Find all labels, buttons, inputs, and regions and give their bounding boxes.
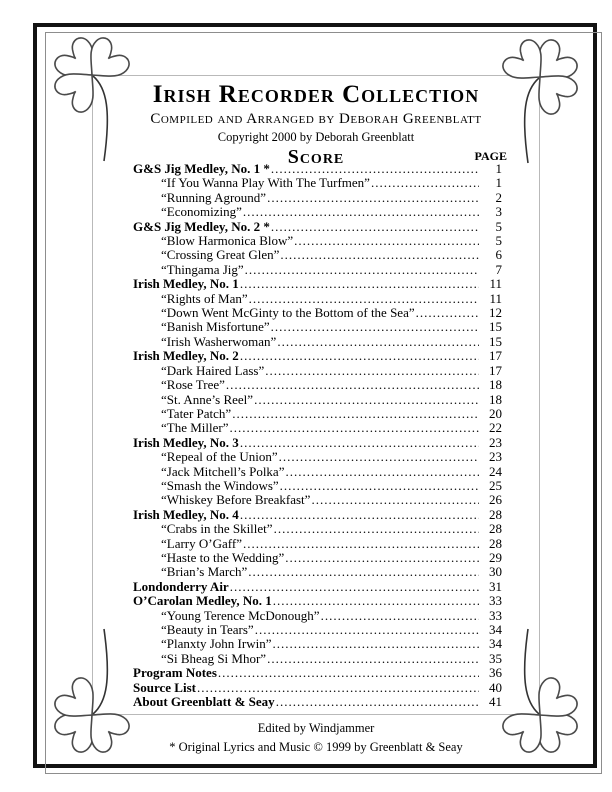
toc-entry-title: “Repeal of the Union” <box>161 449 278 465</box>
leader-dots <box>230 421 480 435</box>
toc-content <box>92 75 540 710</box>
leader-dots <box>277 335 479 349</box>
toc-entry-page: 18 <box>489 391 502 407</box>
toc-entry <box>92 493 540 507</box>
leader-dots <box>218 666 479 680</box>
leader-dots <box>274 522 479 536</box>
toc-entry <box>92 364 540 378</box>
toc-entry-page: 23 <box>489 434 502 450</box>
toc-entry-title: “If You Wanna Play With The Turfmen” <box>161 175 370 191</box>
leader-dots <box>371 176 479 190</box>
leader-dots <box>285 551 479 565</box>
toc-entry-title: G&S Jig Medley, No. 2 * <box>133 218 270 234</box>
toc-entry-title: O’Carolan Medley, No. 1 <box>133 593 272 609</box>
toc-entry-title: “Si Bheag Si Mhor” <box>161 650 267 666</box>
toc-entry-page: 11 <box>489 276 502 292</box>
toc-entry <box>92 407 540 421</box>
score-heading: Score <box>287 146 345 169</box>
toc-entry <box>92 378 540 392</box>
toc-entry-page: 33 <box>489 593 502 609</box>
toc-entry <box>92 537 540 551</box>
toc-entry-title: “Crabs in the Skillet” <box>161 521 273 537</box>
leader-dots <box>240 508 479 522</box>
toc-entry-title: Londonderry Air <box>133 578 229 594</box>
leader-dots <box>273 594 479 608</box>
toc-entry <box>92 277 540 291</box>
toc-entry-title: “Running Aground” <box>161 189 267 205</box>
leader-dots <box>271 162 479 176</box>
toc-entry <box>92 637 540 651</box>
toc-entry <box>92 436 540 450</box>
leader-dots <box>197 681 479 695</box>
toc-entry-page: 28 <box>489 521 502 537</box>
toc-entry <box>92 551 540 565</box>
toc-list <box>92 162 540 709</box>
toc-entry <box>92 191 540 205</box>
toc-entry <box>92 421 540 435</box>
toc-entry <box>92 349 540 363</box>
toc-entry-title: Irish Medley, No. 2 <box>133 348 239 364</box>
leader-dots <box>245 263 479 277</box>
toc-entry <box>92 306 540 320</box>
copyright-line: Copyright 2000 by Deborah Greenblatt <box>217 130 415 145</box>
leader-dots <box>240 436 479 450</box>
toc-entry-title: “Jack Mitchell’s Polka” <box>161 463 285 479</box>
toc-entry-title: “Thingama Jig” <box>161 261 244 277</box>
toc-entry <box>92 292 540 306</box>
leader-dots <box>254 393 479 407</box>
toc-entry-page: 6 <box>495 247 502 263</box>
toc-entry <box>92 335 540 349</box>
toc-entry-page: 17 <box>489 348 502 364</box>
toc-entry <box>92 623 540 637</box>
leader-dots <box>267 652 479 666</box>
toc-entry-title: “The Miller” <box>161 420 229 436</box>
toc-entry-title: “Down Went McGinty to the Bottom of the Sea” <box>161 305 415 321</box>
toc-entry-page: 15 <box>489 319 502 335</box>
leader-dots <box>285 465 479 479</box>
toc-entry <box>92 508 540 522</box>
leader-dots <box>416 306 479 320</box>
toc-entry-title: “Brian’s March” <box>161 564 248 580</box>
toc-entry <box>92 205 540 219</box>
toc-entry-page: 25 <box>489 477 502 493</box>
leader-dots <box>267 191 479 205</box>
leader-dots <box>240 277 479 291</box>
toc-entry <box>92 565 540 579</box>
leader-dots <box>280 479 479 493</box>
toc-entry-page: 28 <box>489 535 502 551</box>
toc-entry <box>92 652 540 666</box>
toc-entry <box>92 594 540 608</box>
leader-dots <box>249 292 479 306</box>
toc-entry-title: “Rose Tree” <box>161 377 225 393</box>
toc-entry <box>92 479 540 493</box>
toc-entry <box>92 609 540 623</box>
toc-entry-title: Program Notes <box>133 665 217 681</box>
toc-entry-page: 29 <box>489 549 502 565</box>
leader-dots <box>265 364 479 378</box>
toc-entry-page: 33 <box>489 607 502 623</box>
leader-dots <box>255 623 479 637</box>
toc-entry-title: “Young Terence McDonough” <box>161 607 320 623</box>
toc-entry-page: 1 <box>495 161 502 176</box>
leader-dots <box>276 695 479 709</box>
toc-entry <box>92 162 540 176</box>
toc-entry-title: “Banish Misfortune” <box>161 319 270 335</box>
toc-entry-page: 15 <box>489 333 502 349</box>
leader-dots <box>271 320 479 334</box>
toc-entry-page: 17 <box>489 362 502 378</box>
toc-entry-page: 26 <box>489 492 502 508</box>
toc-entry-title: “Dark Haired Lass” <box>161 362 265 378</box>
leader-dots <box>311 493 479 507</box>
leader-dots <box>272 637 479 651</box>
toc-entry-title: “Crossing Great Glen” <box>161 247 280 263</box>
toc-entry <box>92 465 540 479</box>
toc-entry-title: “St. Anne’s Reel” <box>161 391 254 407</box>
leader-dots <box>271 220 479 234</box>
toc-entry <box>92 681 540 695</box>
leader-dots <box>280 248 479 262</box>
leader-dots <box>243 537 479 551</box>
page-column-label: PAGE <box>474 149 507 163</box>
toc-entry-page: 35 <box>489 650 502 666</box>
leader-dots <box>279 450 479 464</box>
toc-entry-title: “Tater Patch” <box>161 405 232 421</box>
toc-entry <box>92 450 540 464</box>
toc-entry-page: 40 <box>489 679 502 695</box>
toc-entry <box>92 234 540 248</box>
toc-entry-title: “Larry O’Gaff” <box>161 535 242 551</box>
page-title: Irish Recorder Collection <box>152 81 480 108</box>
toc-entry-title: “Smash the Windows” <box>161 477 279 493</box>
toc-entry-title: “Beauty in Tears” <box>161 622 254 637</box>
leader-dots <box>230 580 479 594</box>
toc-entry-page: 31 <box>489 578 502 594</box>
leader-dots <box>226 378 479 392</box>
toc-entry-page: 28 <box>489 506 502 522</box>
toc-entry-page: 41 <box>489 694 502 710</box>
footer-edited-by: Edited by Windjammer <box>257 721 375 735</box>
toc-entry-page: 3 <box>495 204 502 220</box>
toc-entry <box>92 176 540 190</box>
toc-entry-page: 22 <box>489 420 502 436</box>
toc-entry <box>92 220 540 234</box>
toc-entry <box>92 248 540 262</box>
toc-entry-title: Irish Medley, No. 4 <box>133 506 239 522</box>
toc-entry <box>92 522 540 536</box>
toc-entry-title: Irish Medley, No. 1 <box>133 276 239 292</box>
toc-entry-title: “Planxty John Irwin” <box>161 636 272 652</box>
toc-entry <box>92 263 540 277</box>
toc-entry-title: About Greenblatt & Seay <box>133 694 275 710</box>
toc-entry-title: “Whiskey Before Breakfast” <box>161 492 311 508</box>
toc-entry-page: 18 <box>489 377 502 393</box>
toc-entry-page: 30 <box>489 564 502 580</box>
toc-entry-title: Source List <box>133 679 196 695</box>
toc-entry-title: “Blow Harmonica Blow” <box>161 233 294 249</box>
toc-entry-page: 12 <box>489 305 502 321</box>
toc-entry-page: 23 <box>489 449 502 465</box>
toc-entry <box>92 695 540 709</box>
toc-entry <box>92 320 540 334</box>
toc-entry-page: 24 <box>489 463 502 479</box>
toc-entry-page: 34 <box>489 622 502 637</box>
toc-entry-page: 5 <box>495 218 502 234</box>
toc-entry-title: “Economizing” <box>161 204 242 220</box>
toc-entry <box>92 580 540 594</box>
leader-dots <box>294 234 479 248</box>
leader-dots <box>232 407 479 421</box>
leader-dots <box>243 205 479 219</box>
toc-entry-title: Irish Medley, No. 3 <box>133 434 239 450</box>
toc-entry-page: 11 <box>489 290 502 306</box>
leader-dots <box>321 609 479 623</box>
toc-entry <box>92 666 540 680</box>
toc-entry-title: “Irish Washerwoman” <box>161 333 277 349</box>
toc-entry-title: “Haste to the Wedding” <box>161 549 285 565</box>
leader-dots <box>240 349 479 363</box>
toc-entry-page: 1 <box>495 175 502 191</box>
subtitle: Compiled and Arranged by Deborah Greenblatt <box>150 111 482 128</box>
toc-entry-page: 36 <box>489 665 502 681</box>
toc-entry-page: 7 <box>495 261 502 277</box>
toc-entry-page: 34 <box>489 636 502 652</box>
footer-original-note: * Original Lyrics and Music © 1999 by Greenblatt & Seay <box>169 740 463 754</box>
toc-entry <box>92 393 540 407</box>
leader-dots <box>248 565 479 579</box>
toc-entry-title: “Rights of Man” <box>161 290 248 306</box>
toc-entry-page: 5 <box>495 233 502 249</box>
toc-entry-page: 2 <box>495 189 502 205</box>
toc-entry-title: G&S Jig Medley, No. 1 * <box>133 161 270 176</box>
toc-entry-page: 20 <box>489 405 502 421</box>
